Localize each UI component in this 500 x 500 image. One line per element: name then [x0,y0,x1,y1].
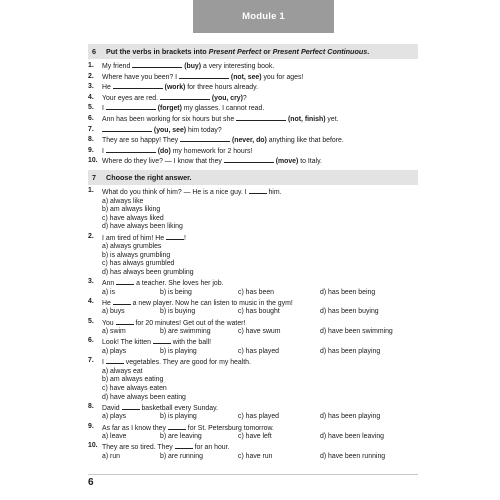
exercise-7-items [88,187,418,462]
question-text [102,403,218,414]
item-text-before: I [102,147,106,155]
question-number: 8. [88,402,94,410]
answer-option[interactable]: d) have been swimming [320,328,393,336]
worksheet [88,44,418,462]
answer-option[interactable]: c) have always eaten [102,384,167,392]
item-number: 7. [88,125,94,133]
question-text-before: David [102,404,122,412]
exercise-6-header [88,44,418,59]
answer-option[interactable]: a) leave [102,433,127,441]
question-stem [88,278,418,289]
question [88,187,418,232]
question-number: 5. [88,317,94,325]
verb-hint: (move) [275,158,299,166]
question-stem [88,403,418,414]
module-tab [193,0,334,33]
question-number: 1. [88,186,94,194]
question-text-after: basketball every Sunday. [139,404,218,412]
answer-blank[interactable] [168,423,186,430]
answer-option[interactable]: c) have always liked [102,214,164,222]
question-stem [88,337,418,348]
question-text-after: for 20 minutes! Get out of the water! [133,319,246,327]
item-text-after: ? [242,94,247,102]
item-number: 5. [88,104,94,112]
answer-option[interactable]: b) are running [160,452,203,460]
question-stem [88,187,418,198]
module-label: Module 1 [242,11,285,22]
answer-blank[interactable] [249,187,267,194]
answer-option[interactable]: b) is buying [160,308,196,316]
question-text-before: As far as I know they [102,424,168,432]
answer-option[interactable]: c) has been [238,288,275,296]
item-text [102,72,418,83]
answer-option[interactable]: d) have always been liking [102,223,183,231]
exercise-item [88,72,418,83]
item-text-after: you for ages! [261,73,304,81]
item-text-before: I [102,105,106,113]
question-text-before: They are so tired. They [102,444,175,452]
verb-hint: (never, do) [231,137,267,145]
question-text [102,423,274,434]
question-stem [88,357,418,368]
answer-options [88,308,418,317]
answer-blank[interactable] [113,298,131,305]
answer-option[interactable]: a) plays [102,413,127,421]
item-text [102,82,418,93]
answer-option[interactable]: a) swim [102,328,126,336]
exercise-item [88,156,418,167]
instruction-text: . [367,47,370,56]
question-number: 3. [88,278,94,286]
answer-blank[interactable] [106,146,156,153]
answer-options [88,328,418,337]
answer-blank[interactable] [106,357,124,364]
question-number: 4. [88,297,94,305]
question-stem [88,423,418,434]
question-number: 6. [88,337,94,345]
question-stem [88,298,418,309]
item-number: 4. [88,93,94,101]
question-text-after: him. [266,188,282,196]
answer-options [88,433,418,442]
question-stem [88,318,418,329]
page-number: 6 [88,474,418,488]
answer-option[interactable]: b) are swimming [160,328,211,336]
answer-option[interactable]: b) is playing [160,413,197,421]
item-number: 8. [88,136,94,144]
item-text-before: Ann has been working for six hours but she [102,115,237,123]
answer-options [88,413,418,422]
item-text-after: yet. [325,115,339,123]
answer-blank[interactable] [113,82,163,89]
answer-option[interactable]: c) has bought [238,308,280,316]
question-number: 10. [88,442,98,450]
answer-option[interactable]: d) have been running [320,452,386,460]
question-text-before: I [102,359,106,367]
item-number: 1. [88,62,94,69]
question [88,403,418,422]
question-stem [88,442,418,453]
question-text-after: for an hour. [192,444,230,452]
answer-option[interactable]: b) is always grumbling [102,251,171,259]
item-text-after: for three hours already. [185,84,258,92]
exercise-6-items [88,61,418,167]
item-text-after: him today? [186,126,222,134]
question-text-after: with the ball! [170,339,212,347]
exercise-7-header [88,170,418,185]
exercise-7-number: 7 [92,172,96,182]
item-number: 10. [88,157,98,165]
answer-option[interactable]: d) have always been eating [102,393,186,401]
item-text [102,156,418,167]
question-text-before: What do you think of him? — He is a nice guy. I [102,188,249,196]
question-text [102,233,186,244]
exercise-item [88,125,418,136]
answer-option[interactable]: c) have run [238,452,273,460]
item-text-after: to Italy. [298,158,322,166]
answer-options [88,348,418,357]
item-number: 9. [88,146,94,154]
item-number: 3. [88,83,94,91]
item-text [102,93,418,104]
answer-option[interactable]: c) has always grumbled [102,260,175,268]
answer-option[interactable]: d) has been buying [320,308,379,316]
answer-option[interactable]: d) has always been grumbling [102,268,194,276]
question-text-before: You [102,319,116,327]
item-text-after: my glasses. I cannot read. [181,105,265,113]
question [88,278,418,297]
question-text [102,318,245,329]
answer-option[interactable]: c) has played [238,413,279,421]
exercise-item [88,135,418,146]
verb-hint: (buy) [184,63,202,70]
question-text-after: vegetables. They are good for my health. [123,359,251,367]
question [88,423,418,442]
answer-option[interactable]: a) always eat [102,367,143,375]
item-text-before: He [102,84,113,92]
answer-option[interactable]: d) has been playing [320,413,381,421]
item-text-after: anything like that before. [266,137,344,145]
answer-blank[interactable] [116,318,134,325]
answer-option[interactable]: d) have been leaving [320,433,384,441]
question-number: 7. [88,357,94,365]
question [88,337,418,356]
answer-blank[interactable] [116,278,134,285]
question [88,318,418,337]
answer-blank[interactable] [153,337,171,344]
question-text-after: for St. Petersburg tomorrow. [185,424,274,432]
question-stem [88,233,418,244]
answer-option[interactable]: a) plays [102,348,127,355]
question-text [102,442,229,453]
question-text-after: a new player. Now he can listen to music in the gym! [130,299,293,307]
question [88,233,418,278]
answer-options [88,289,418,298]
question-text-after: ! [183,234,186,242]
answer-blank[interactable] [180,135,230,142]
exercise-item [88,61,418,72]
exercise-item [88,146,418,157]
item-text-before: They are so happy! They [102,137,181,145]
item-text-before: My friend [102,63,133,70]
answer-blank[interactable] [102,125,152,132]
question [88,442,418,461]
instruction-text: or [261,47,273,56]
item-text-before: Your eyes are red. [102,94,160,102]
answer-option[interactable]: b) am always eating [102,376,164,384]
verb-hint: (forget) [157,105,182,113]
item-text-after: my homework for 2 hours! [170,147,253,155]
answer-options [88,453,418,462]
item-number: 2. [88,72,94,80]
answer-blank[interactable] [166,233,184,240]
answer-option[interactable]: b) is playing [160,348,197,355]
item-text [102,135,418,146]
item-text-after: a very interesting book. [201,63,275,70]
exercise-7-instruction: Choose the right answer. [106,172,192,182]
item-number: 6. [88,114,94,122]
item-text [102,125,418,136]
question-text-before: He [102,299,113,307]
answer-option[interactable]: a) always grumbles [102,243,162,251]
exercise-6-number: 6 [92,47,96,56]
answer-option[interactable]: c) have left [238,433,272,441]
exercise-item [88,103,418,114]
question-text-before: I am tired of him! He [102,234,166,242]
answer-option[interactable]: b) am always liking [102,206,161,214]
answer-option[interactable]: b) is being [160,288,192,296]
answer-option[interactable]: c) have swum [238,328,281,336]
question-text [102,337,211,348]
instruction-italic: Present Perfect [208,47,262,56]
answer-blank[interactable] [175,442,193,449]
question-text [102,278,223,289]
item-text [102,146,418,157]
question-number: 9. [88,422,94,430]
answer-blank[interactable] [236,114,286,121]
question-text-before: Ann [102,280,117,288]
item-text [102,114,418,125]
answer-option[interactable]: a) run [102,452,121,460]
item-text [102,103,418,114]
answer-option[interactable]: a) always like [102,197,144,205]
answer-blank[interactable] [224,156,274,163]
answer-option[interactable]: d) has been being [320,288,376,296]
answer-option[interactable]: b) are leaving [160,433,202,441]
instruction-italic: Present Perfect Continuous [272,47,368,56]
answer-option[interactable]: d) has been playing [320,348,381,355]
verb-hint: (work) [164,84,186,92]
answer-blank[interactable] [132,61,182,68]
exercise-item [88,82,418,93]
answer-blank[interactable] [122,403,140,410]
answer-blank[interactable] [160,93,210,100]
answer-blank[interactable] [106,103,156,110]
answer-option[interactable]: a) is [102,288,116,296]
exercise-6-instruction [106,47,414,56]
question [88,357,418,402]
answer-option[interactable]: a) buys [102,308,125,316]
verb-hint: (not, see) [230,73,262,81]
exercise-item [88,93,418,104]
verb-hint: (you, see) [153,126,187,134]
instruction-text: Put the verbs in brackets into [106,47,209,56]
exercise-item [88,114,418,125]
verb-hint: (do) [157,147,171,155]
question-text-before: Look! The kitten [102,339,153,347]
question [88,298,418,317]
verb-hint: (not, finish) [287,115,326,123]
item-text-before: Where do they live? — I know that they [102,158,224,166]
answer-option[interactable]: c) has played [238,348,279,355]
item-text-before: Where have you been? I [102,73,179,81]
question-number: 2. [88,232,94,240]
item-text [102,61,418,72]
question-text [102,298,293,309]
verb-hint: (you, cry) [211,94,243,102]
question-text-after: a teacher. She loves her job. [134,280,224,288]
question-text [102,357,251,368]
answer-blank[interactable] [179,72,229,79]
question-text [102,187,282,198]
